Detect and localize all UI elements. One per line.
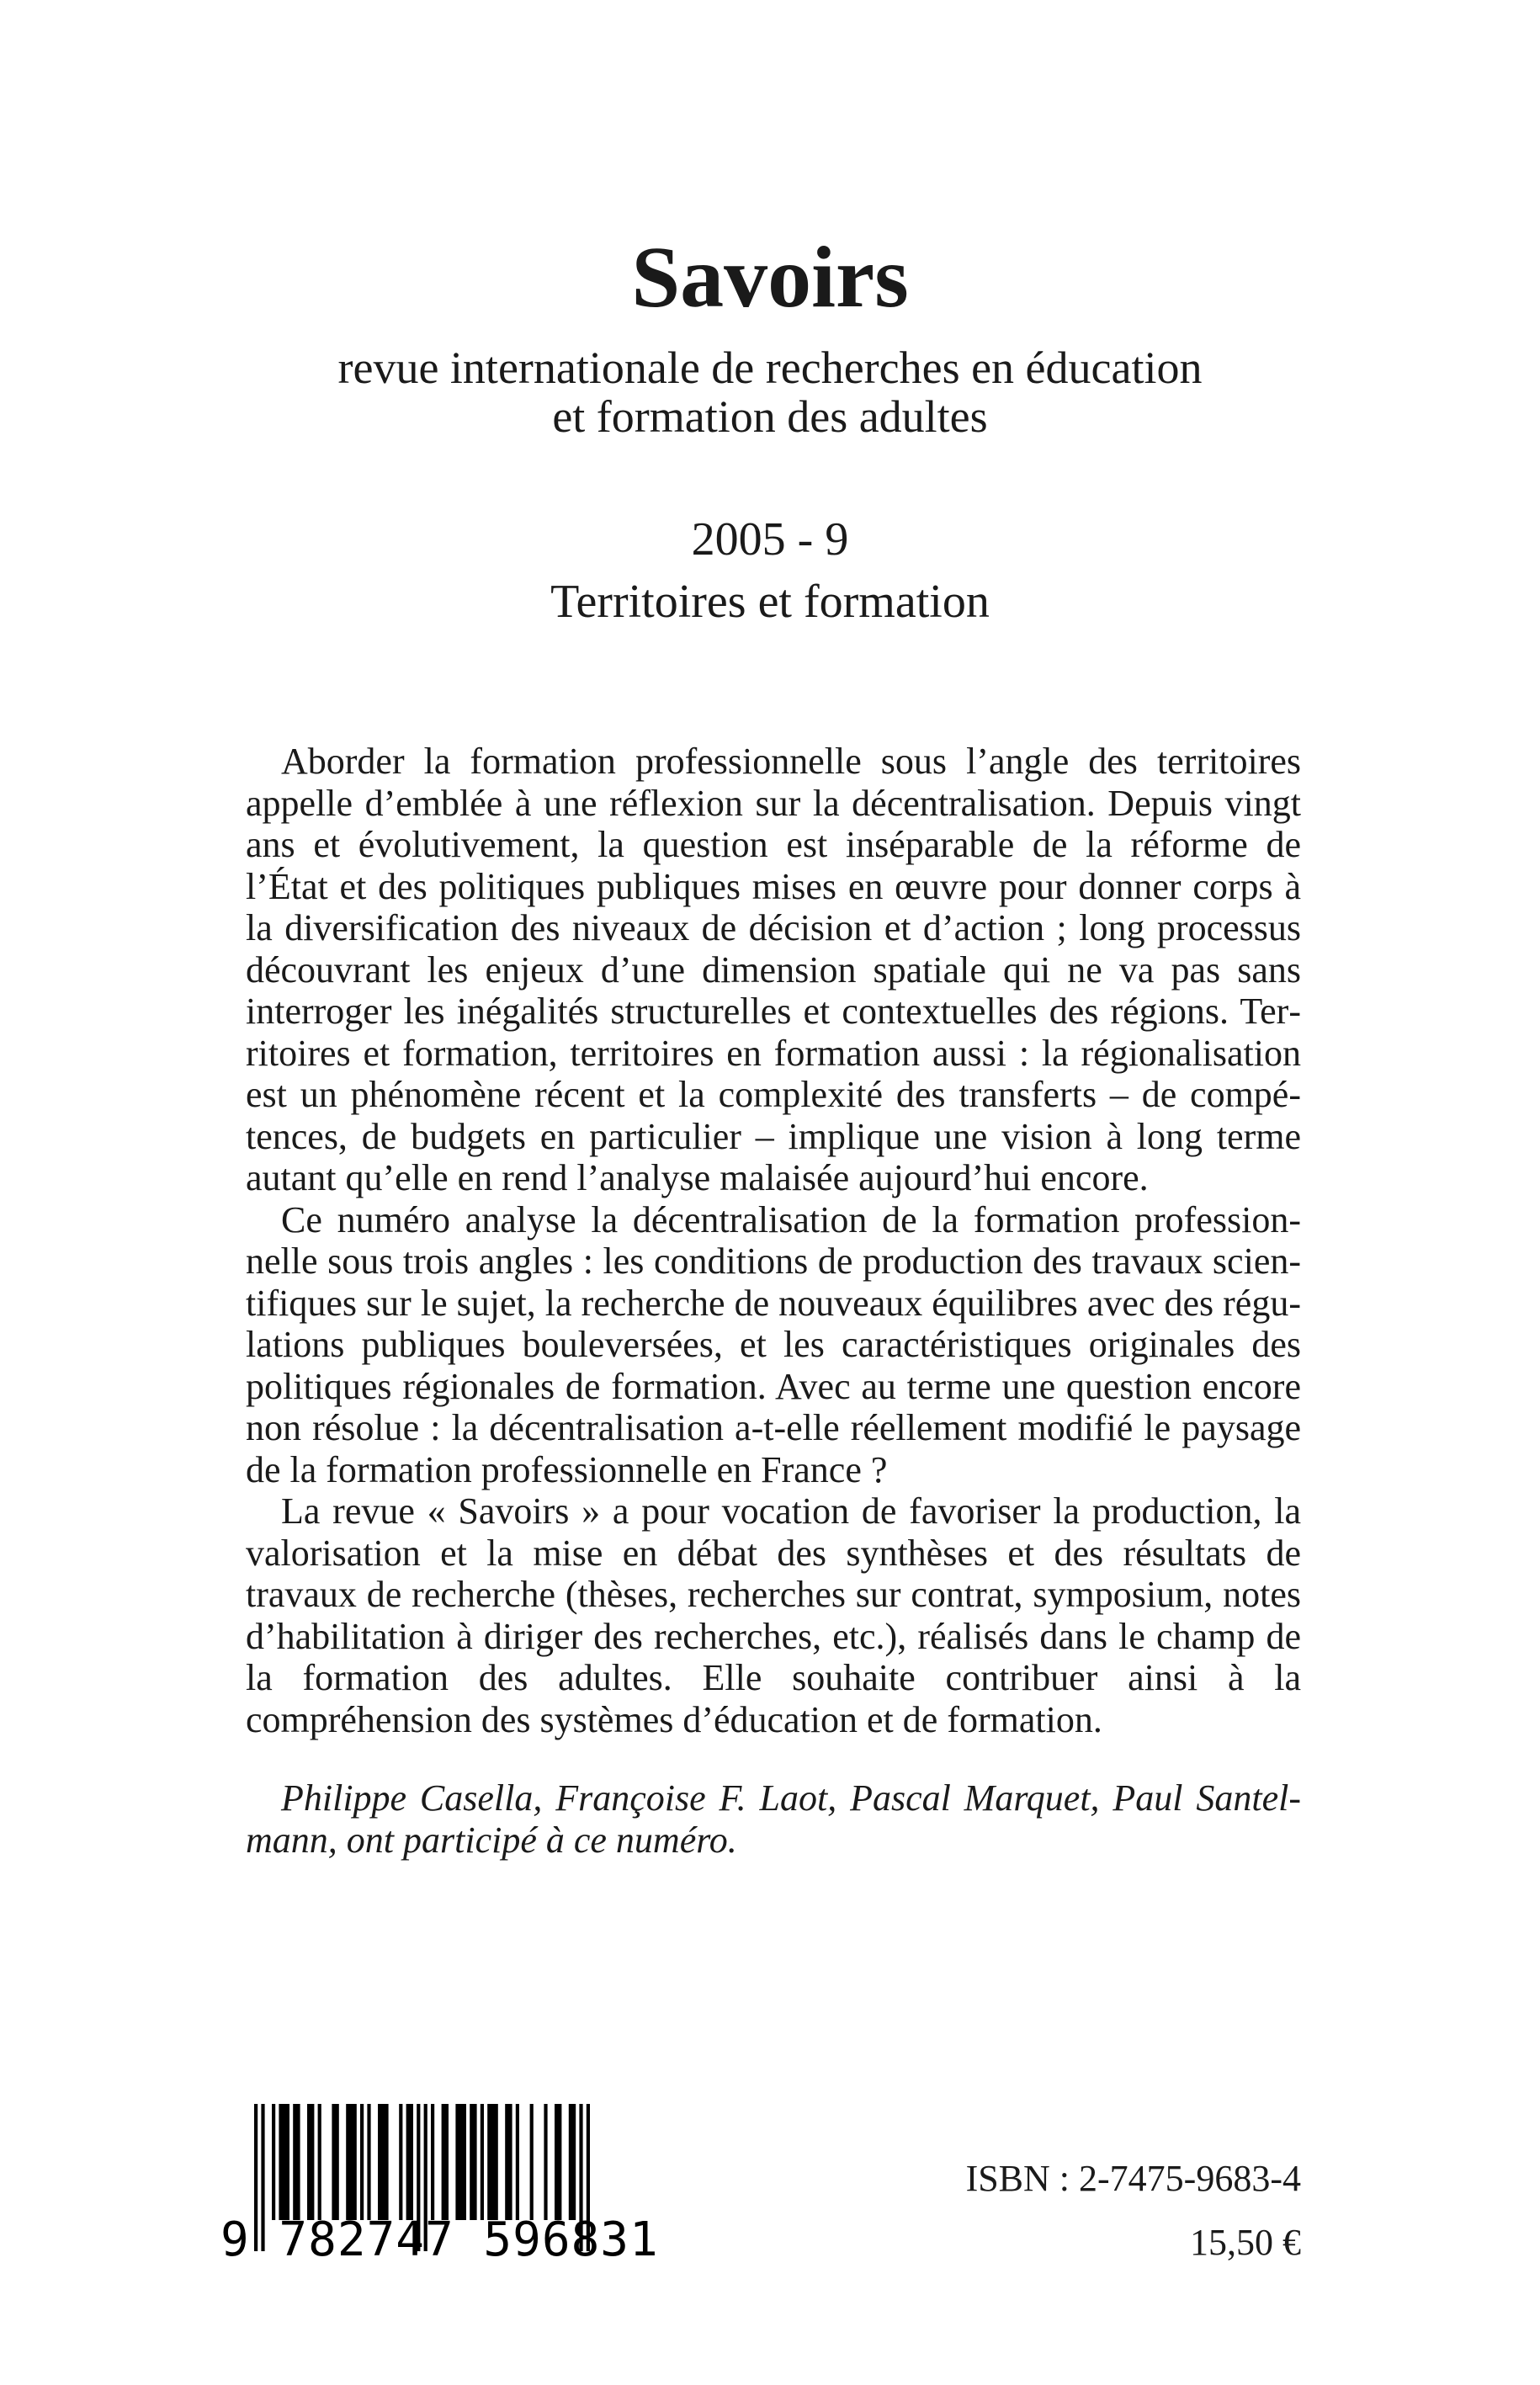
- barcode-bar: [555, 2104, 561, 2220]
- barcode-bar: [318, 2104, 321, 2220]
- barcode-bar: [481, 2104, 484, 2220]
- journal-title: Savoirs: [631, 229, 909, 326]
- paragraph-1: Aborder la formation professionnelle sous l’angle des territoires appelle d’emblée à une réflexion sur la décentralisation. Depuis vingt ans et évolutivement, la question est inséparable de la réforme de l’État et des politiques publiques mises en œuvre pour donner corps à la diversification des niveaux de décision et d’action ; long processus découvrant les enjeux d’une dimension spatiale qui ne va pas sans interroger les inégalités structurelles et contextuelles des régions. Territoires et formation, territoires en formation aussi : la régionalisation est un phénomène récent et la complexité des transferts – de compétences, de budgets en particulier – implique une vision à long terme autant qu’elle en rend l’analyse malaisée aujourd’hui encore.: [246, 741, 1301, 1198]
- barcode-bar: [293, 2104, 300, 2220]
- barcode-bar: [360, 2104, 364, 2220]
- paragraph-3: La revue « Savoirs » a pour vocation de favoriser la production, la valorisation et la mise en débat des synthèses et des résultats de travaux de recherche (thèses, recherches sur contrat, symposium, notes d’habilitation à diriger des recherches, etc.), réalisés dans le champ de la formation des adultes. Elle souhaite contribuer ainsi à la compréhension des systèmes d’éducation et de formation.: [246, 1490, 1301, 1740]
- barcode-bar: [487, 2104, 498, 2220]
- isbn-number: ISBN : 2-7475-9683-4: [965, 2158, 1301, 2199]
- issue-theme: Territoires et formation: [550, 576, 990, 628]
- paragraph-2: Ce numéro analyse la décentralisation de la formation professionnelle sous trois angles : les conditions de production des travaux scientifiques sur le sujet, la recherche de nouveaux équilibres avec des régulations publiques bouleversées, et les caractéristiques originales des politiques régionales de formation. Avec au terme une question encore non résolue : la décentralisation a-t-elle réellement modifié le paysage de la formation professionnelle en France ?: [246, 1198, 1301, 1490]
- barcode-bar: [516, 2104, 519, 2220]
- barcode-bar: [367, 2104, 370, 2220]
- barcode-bar: [544, 2104, 547, 2220]
- barcode-bar: [332, 2104, 338, 2220]
- barcode-bar: [569, 2104, 576, 2220]
- subtitle-line-2: et formation des adultes: [552, 391, 988, 442]
- barcode-digits: 9 782747 596831: [220, 2212, 659, 2267]
- description-text: [246, 741, 1301, 1740]
- journal-subtitle: [0, 343, 1540, 441]
- price: 15,50 €: [1190, 2222, 1301, 2263]
- barcode-bar: [442, 2104, 449, 2220]
- barcode-bar: [505, 2104, 512, 2220]
- barcode-bar: [431, 2104, 434, 2220]
- issue-block: [0, 508, 1540, 633]
- barcode-bar: [470, 2104, 476, 2220]
- barcode-bar: [272, 2104, 275, 2220]
- subtitle-line-1: revue internationale de recherches en éducation: [337, 343, 1203, 393]
- barcode-bar: [378, 2104, 389, 2220]
- barcode: [220, 2104, 659, 2267]
- barcode-bar: [530, 2104, 534, 2220]
- barcode-bar: [455, 2104, 466, 2220]
- barcode-bar: [279, 2104, 289, 2220]
- barcode-bar: [406, 2104, 413, 2220]
- barcode-bar: [307, 2104, 314, 2220]
- barcode-bar: [399, 2104, 402, 2220]
- contributors-credit: Philippe Casella, Françoise F. Laot, Pascal Marquet, Paul Santelmann, ont participé à ce numéro.: [246, 1777, 1301, 1861]
- issue-number: 2005 - 9: [691, 513, 849, 566]
- barcode-bar: [346, 2104, 357, 2220]
